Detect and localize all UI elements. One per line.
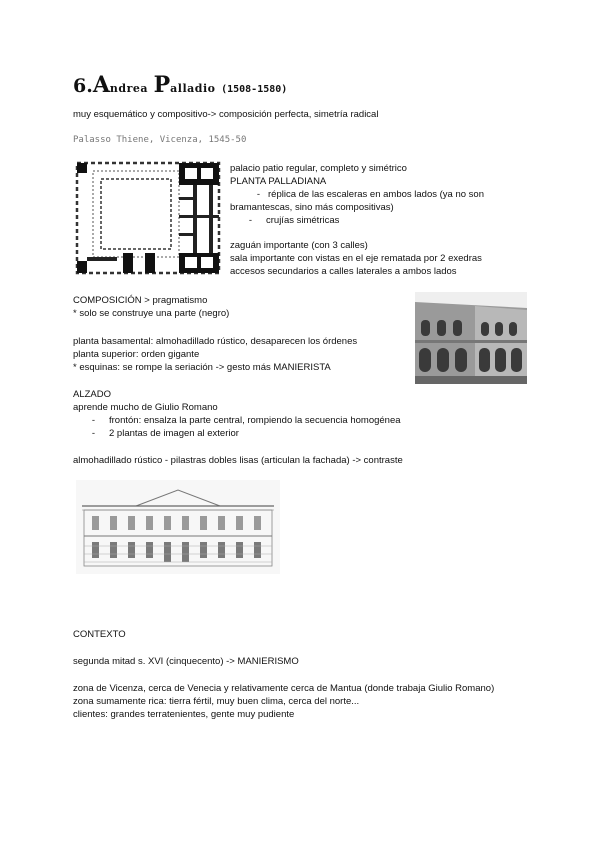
contexto-line-3: zona sumamente rica: tierra fértil, muy buen clima, cerca del norte... <box>73 696 360 707</box>
title-number: 6. <box>73 75 93 97</box>
title-last-name: alladio <box>170 82 216 95</box>
composicion-line-1: * solo se construye una parte (negro) <box>73 308 230 319</box>
plan-note-6: zaguán importante (con 3 calles) <box>230 240 368 251</box>
plan-note-4: bramantescas, sino más compositivas) <box>230 202 394 213</box>
alzado-bullet-1-dash: - <box>91 415 95 426</box>
intro-line: muy esquemático y compositivo-> composición perfecta, simetría radical <box>73 109 379 120</box>
courtyard-photo <box>415 292 527 384</box>
alzado-line-1: aprende mucho de Giulio Romano <box>73 402 218 413</box>
plan-note-1: palacio patio regular, completo y simétrico <box>230 163 407 174</box>
composicion-line-3: planta superior: orden gigante <box>73 349 200 360</box>
plan-note-7: sala importante con vistas en el eje rematada por 2 exedras <box>230 253 482 264</box>
plan-note-3-text: réplica de las escaleras en ambos lados (ya no son <box>268 189 484 200</box>
plan-note-3-dash: - <box>256 189 260 200</box>
image-caption: Palasso Thiene, Vicenza, 1545-50 <box>73 135 247 145</box>
alzado-bullet-1 <box>73 415 401 428</box>
composicion-heading: COMPOSICIÓN > pragmatismo <box>73 295 208 306</box>
composicion-line-4: * esquinas: se rompe la seriación -> gesto más MANIERISTA <box>73 362 331 373</box>
contexto-line-2: zona de Vicenza, cerca de Venecia y relativamente cerca de Mantua (donde trabaja Giulio Romano) <box>73 683 495 694</box>
plan-note-3 <box>230 189 484 202</box>
contexto-line-4: clientes: grandes terratenientes, gente muy pudiente <box>73 709 295 720</box>
page-title <box>73 72 287 98</box>
plan-note-5-dash: - <box>248 215 252 226</box>
alzado-bullet-2 <box>73 428 239 441</box>
floor-plan-image <box>73 157 223 277</box>
plan-note-5 <box>230 215 339 228</box>
title-first-name: ndrea <box>109 82 149 95</box>
contexto-line-1: segunda mitad s. XVI (cinquecento) -> MANIERISMO <box>73 656 299 667</box>
plan-note-2: PLANTA PALLADIANA <box>230 176 327 187</box>
alzado-bullet-2-dash: - <box>91 428 95 439</box>
title-initial-p: P <box>153 72 171 98</box>
title-initial-a: A <box>92 72 110 98</box>
alzado-bullet-2-text: 2 plantas de imagen al exterior <box>109 428 239 439</box>
elevation-drawing <box>76 480 280 574</box>
alzado-heading: ALZADO <box>73 389 112 400</box>
alzado-bullet-1-text: frontón: ensalza la parte central, rompiendo la secuencia homogénea <box>109 415 401 426</box>
plan-note-8: accesos secundarios a calles laterales a ambos lados <box>230 266 457 277</box>
plan-note-5-text: crujías simétricas <box>266 215 340 226</box>
alzado-line-2: almohadillado rústico - pilastras dobles lisas (articulan la fachada) -> contraste <box>73 455 403 466</box>
title-dates: (1508-1580) <box>221 84 288 95</box>
composicion-line-2: planta basamental: almohadillado rústico, desaparecen los órdenes <box>73 336 358 347</box>
contexto-heading: CONTEXTO <box>73 629 126 640</box>
